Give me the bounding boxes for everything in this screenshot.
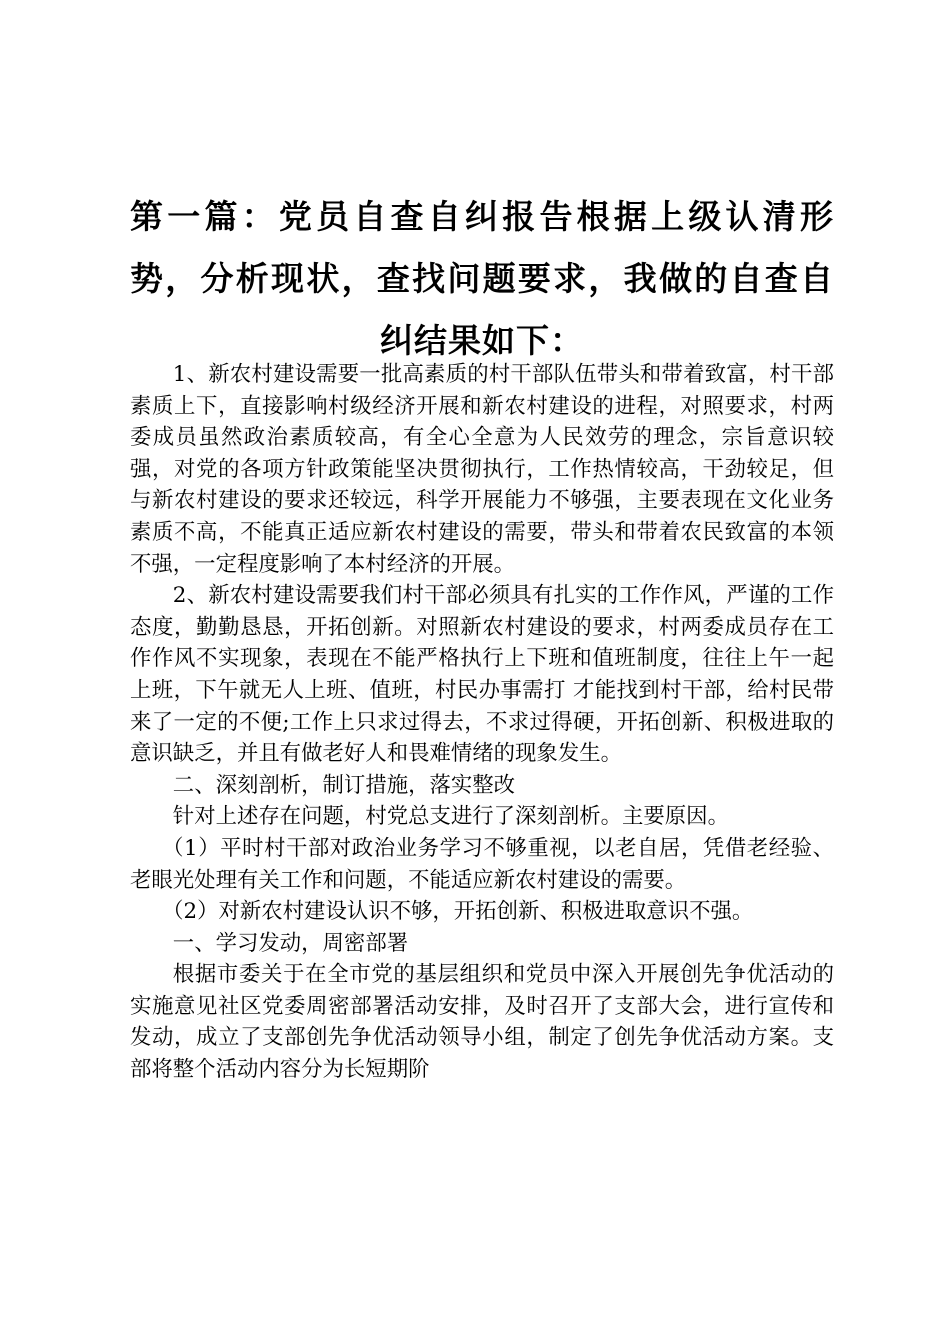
paragraph-2: 2、新农村建设需要我们村干部必须具有扎实的工作作风，严谨的工作态度，勤勤恳恳，开拓创新。对照新农村建设的要求，村两委成员存在工作作风不实现象，表现在不能严格执行上下班和值班制度，往往上午一起上班，下午就无人上班、值班，村民办事需打 才能找到村干部，给村民带来了一定的不便;工作上只求过得去，不求过得硬，开拓创新、积极进取的意识缺乏，并且有做老好人和畏难情绪的现象发生。 xyxy=(130,583,834,767)
paragraph-3: 针对上述存在问题，村党总支进行了深刻剖析。主要原因。 xyxy=(172,804,729,830)
section-heading-analysis: 二、深刻剖析，制订措施，落实整改 xyxy=(172,772,516,798)
document-body xyxy=(130,359,834,1086)
paragraph-6: 根据市委关于在全市党的基层组织和党员中深入开展创先争优活动的实施意见社区党委周密部署活动安排，及时召开了支部大会，进行宣传和发动，成立了支部创先争优活动领导小组，制定了创先争优活动方案。支部将整个活动内容分为长短期阶 xyxy=(130,962,834,1083)
paragraph-4: （1）平时村干部对政治业务学习不够重视，以老自居，凭借老经验、老眼光处理有关工作和问题，不能适应新农村建设的需要。 xyxy=(130,835,834,893)
paragraph-5: （2）对新农村建设认识不够，开拓创新、积极进取意识不强。 xyxy=(162,899,754,925)
section-heading-study: 一、学习发动，周密部署 xyxy=(172,930,409,956)
paragraph-1: 1、新农村建设需要一批高素质的村干部队伍带头和带着致富，村干部素质上下，直接影响村级经济开展和新农村建设的进程，对照要求，村两委成员虽然政治素质较高，有全心全意为人民效劳的理念，宗旨意识较强，对党的各项方针政策能坚决贯彻执行，工作热情较高，干劲较足，但与新农村建设的要求还较远，科学开展能力不够强，主要表现在文化业务素质不高，不能真正适应新农村建设的需要，带头和带着农民致富的本领不强，一定程度影响了本村经济的开展。 xyxy=(130,362,834,577)
document-title: 第一篇：党员自查自纠报告根据上级认清形势，分析现状，查找问题要求，我做的自查自纠结果如下： xyxy=(130,197,834,360)
